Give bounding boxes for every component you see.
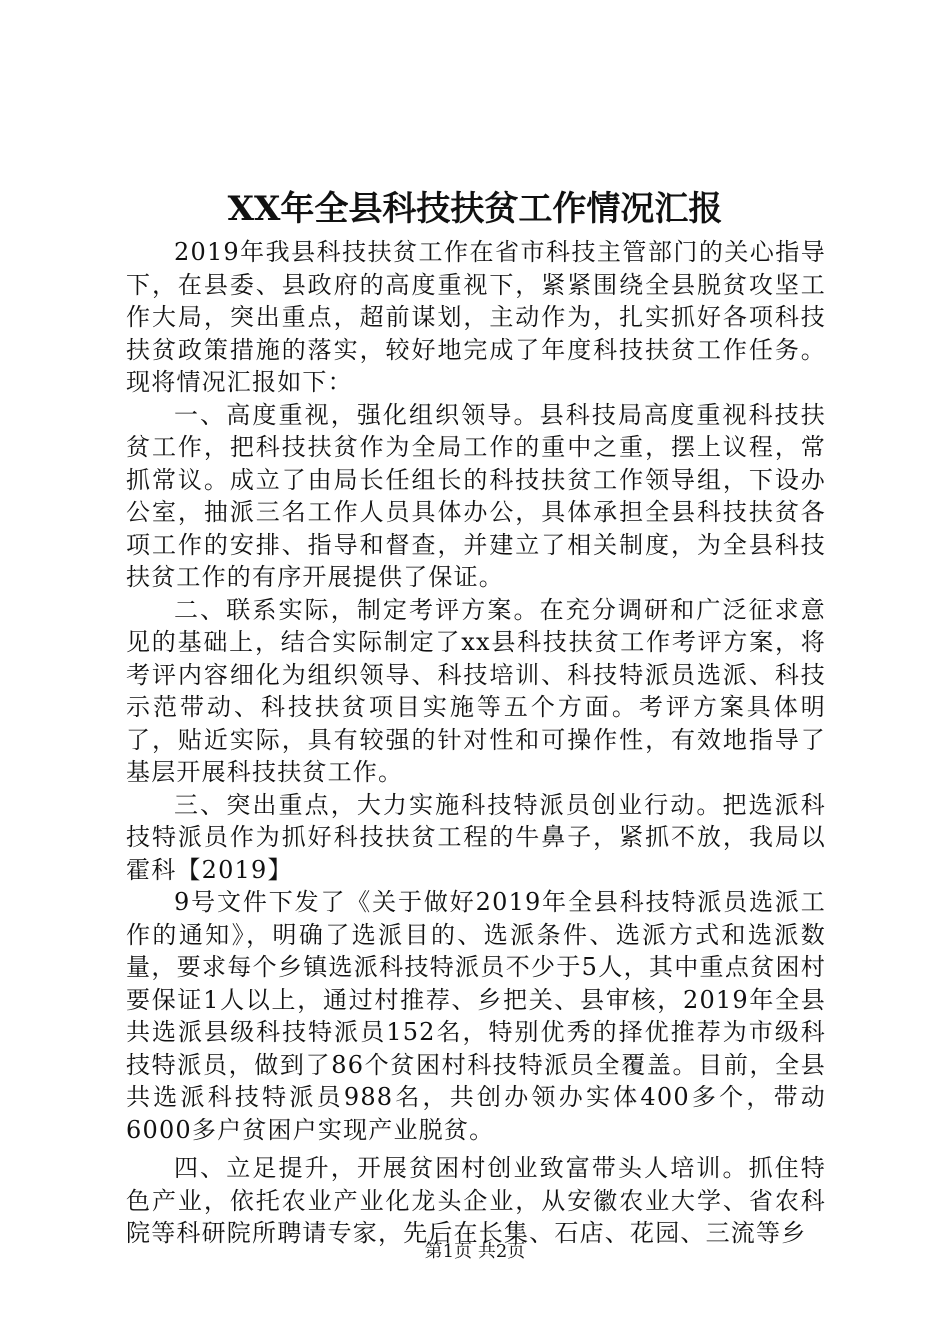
document-title: XX年全县科技扶贫工作情况汇报 <box>227 189 723 229</box>
paragraph-section-2: 二、联系实际，制定考评方案。在充分调研和广泛征求意见的基础上，结合实际制定了xx县科技扶贫工作考评方案，将考评内容细化为组织领导、科技培训、科技特派员选派、科技示范带动、科技扶贫项目实施等五个方面。考评方案具体明了，贴近实际，具有较强的针对性和可操作性，有效地指导了基层开展科技扶贫工作。 <box>126 595 826 786</box>
paragraph-section-3-continued: 9号文件下发了《关于做好2019年全县科技特派员选派工作的通知》，明确了选派目的、选派条件、选派方式和选派数量，要求每个乡镇选派科技特派员不少于5人，其中重点贫困村要保证1人以上，通过村推荐、乡把关、县审核，2019年全县共选派县级科技特派员152名，特别优秀的择优推荐为市级科技特派员，做到了86个贫困村科技特派员全覆盖。目前，全县共选派科技特派员988名，共创办领办实体400多个，带动6000多户贫困户实现产业脱贫。 <box>126 888 826 1144</box>
paragraph-section-4: 四、立足提升，开展贫困村创业致富带头人培训。抓住特色产业，依托农业产业化龙头企业，从安徽农业大学、省农科院等科研院所聘请专家，先后在长集、石店、花园、三流等乡 <box>126 1154 826 1247</box>
paragraph-section-1: 一、高度重视，强化组织领导。县科技局高度重视科技扶贫工作，把科技扶贫作为全局工作的重中之重，摆上议程，常抓常议。成立了由局长任组长的科技扶贫工作领导组，下设办公室，抽派三名工作人员具体办公，具体承担全县科技扶贫各项工作的安排、指导和督查，并建立了相关制度，为全县科技扶贫工作的有序开展提供了保证。 <box>126 400 826 591</box>
document-body <box>126 236 826 1250</box>
paragraph-section-3: 三、突出重点，大力实施科技特派员创业行动。把选派科技特派员作为抓好科技扶贫工程的牛鼻子，紧抓不放，我局以霍科【2019】 <box>126 790 826 884</box>
page-number-footer: 第1页 共2页 <box>424 1241 526 1262</box>
paragraph-intro: 2019年我县科技扶贫工作在省市科技主管部门的关心指导下，在县委、县政府的高度重视下，紧紧围绕全县脱贫攻坚工作大局，突出重点，超前谋划，主动作为，扎实抓好各项科技扶贫政策措施的落实，较好地完成了年度科技扶贫工作任务。现将情况汇报如下： <box>126 238 826 396</box>
